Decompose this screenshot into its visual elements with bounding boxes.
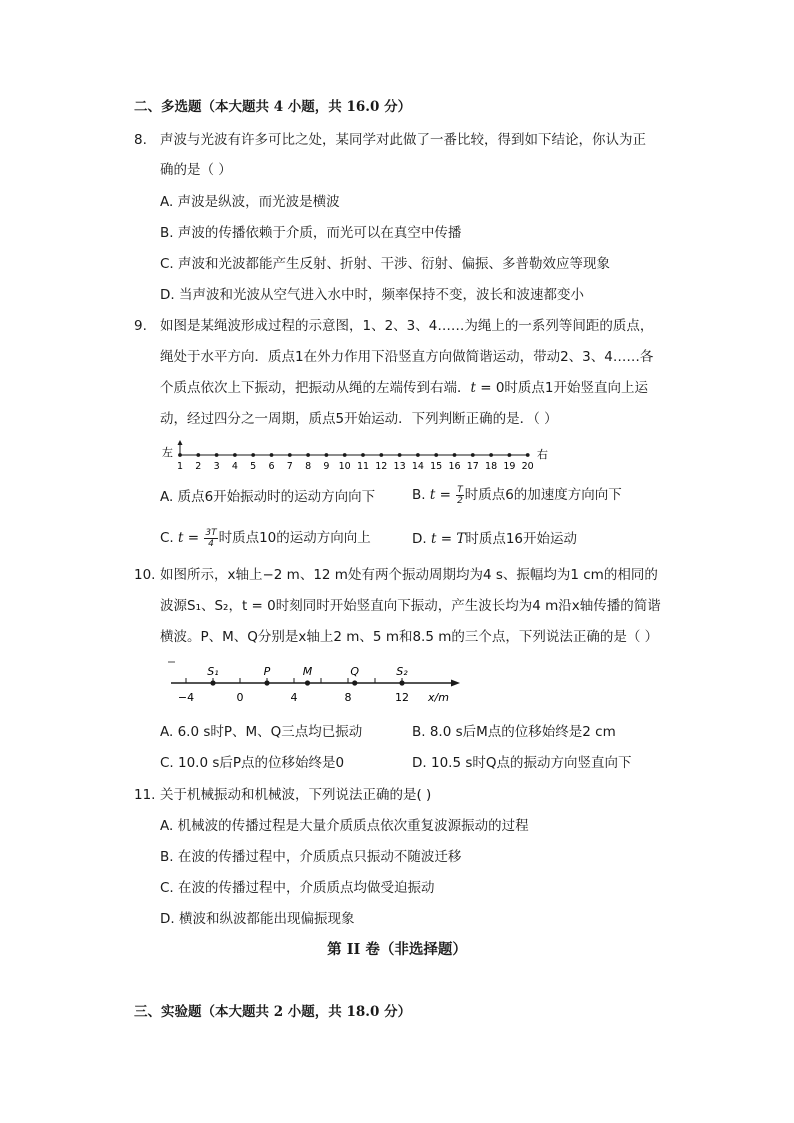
rope-point	[471, 453, 475, 457]
question-number: 8.	[134, 132, 147, 148]
part-title: 第 II 卷（非选择题）	[327, 941, 467, 958]
rope-point-label: 14	[411, 461, 424, 472]
rope-point	[306, 453, 310, 457]
rope-point-label: 8	[305, 461, 312, 472]
question-stem: 动，经过四分之一周期，质点5开始运动．下列判断正确的是．（ ）	[160, 411, 558, 427]
axis-tick-label: 0	[236, 691, 244, 704]
rope-point-label: 18	[485, 461, 498, 472]
axis-point-label: S₁	[207, 665, 219, 678]
question-stem: 声波与光波有许多可比之处，某同学对此做了一番比较，得到如下结论，你认为正	[160, 132, 646, 148]
axis-tick-label: 4	[290, 691, 298, 704]
question-stem: 个质点依次上下振动，把振动从绳的左端传到右端．t = 0时质点1开始竖直向上运	[160, 380, 649, 396]
option-a: A. 机械波的传播过程是大量介质质点依次重复波源振动的过程	[160, 818, 529, 834]
rope-point-label: 5	[250, 461, 257, 472]
rope-wave-figure	[156, 436, 556, 474]
rope-point-label: 2	[195, 461, 202, 472]
axis-label: x/m	[428, 691, 449, 704]
axis-point-label: M	[302, 665, 313, 678]
rope-point	[288, 453, 292, 457]
right-label: 右	[537, 448, 548, 461]
option-a: A. 声波是纵波，而光波是横波	[160, 194, 340, 210]
rope-point-label: 1	[176, 461, 184, 472]
rope-point	[251, 453, 255, 457]
rope-point-label: 20	[521, 461, 534, 472]
question-stem: 波源S₁、S₂，t = 0时刻同时开始竖直向下振动，产生波长均为4 m沿x轴传播的简谐	[160, 598, 661, 614]
rope-point	[508, 453, 512, 457]
option-c: C. 声波和光波都能产生反射、折射、干涉、衍射、偏振、多普勒效应等现象	[160, 256, 611, 272]
axis-tick-label: 8	[344, 691, 352, 704]
option-b: B. 在波的传播过程中，介质质点只振动不随波迁移	[160, 849, 462, 865]
axis-point	[399, 680, 404, 685]
option-c: C. 10.0 s后P点的位移始终是0	[160, 755, 345, 771]
rope-point	[215, 453, 219, 457]
axis-arrow-icon	[451, 680, 460, 687]
option-c: C. 在波的传播过程中，介质质点均做受迫振动	[160, 880, 435, 896]
rope-point	[434, 453, 438, 457]
rope-point-label: 11	[356, 461, 370, 472]
option-a: A. 6.0 s时P、M、Q三点均已振动	[160, 724, 363, 740]
rope-point	[379, 453, 383, 457]
option-b: B. 8.0 s后M点的位移始终是2 cm	[412, 724, 616, 740]
rope-point-label: 7	[286, 461, 293, 472]
rope-point-label: 9	[323, 461, 330, 472]
option-b: B. 声波的传播依赖于介质，而光可以在真空中传播	[160, 225, 462, 241]
rope-point	[453, 453, 457, 457]
rope-point-label: 15	[430, 461, 443, 472]
left-label: 左	[162, 446, 173, 459]
option-d: D. 10.5 s时Q点的振动方向竖直向下	[412, 755, 632, 771]
question-stem: 横波。P、M、Q分别是x轴上2 m、5 m和8.5 m的三个点，下列说法正确的是（ ）	[160, 629, 659, 645]
rope-points	[177, 453, 534, 472]
axis-point	[305, 680, 310, 685]
question-number: 10.	[134, 567, 156, 583]
question-stem: 如图所示，x轴上−2 m、12 m处有两个振动周期均为4 s、振幅均为1 cm的相同的	[160, 567, 658, 583]
rope-point-label: 10	[338, 461, 351, 472]
rope-point	[361, 453, 365, 457]
rope-point-label: 6	[268, 461, 275, 472]
question-number: 9.	[134, 318, 147, 334]
axis-point	[352, 680, 357, 685]
option-b: B. t = $\frac{T}{2}$ 时质点6的加速度方向向下	[412, 484, 622, 506]
section-heading: 二、多选题（本大题共 4 小题，共 16.0 分）	[134, 99, 412, 115]
arrow-head-icon	[178, 440, 183, 445]
rope-point	[398, 453, 402, 457]
rope-point	[526, 453, 530, 457]
option-a: A. 质点6开始振动时的运动方向向下	[160, 489, 376, 505]
rope-point	[233, 453, 237, 457]
rope-point	[178, 453, 182, 457]
axis-point	[264, 680, 269, 685]
axis-point-label: S₂	[396, 665, 408, 678]
rope-point	[489, 453, 493, 457]
axis-point-label: Q	[350, 665, 360, 678]
section-heading: 三、实验题（本大题共 2 小题，共 18.0 分）	[134, 1004, 412, 1020]
question-stem: 确的是（ ）	[160, 162, 232, 178]
x-axis-figure	[166, 656, 466, 706]
axis-point-label: P	[263, 665, 271, 678]
axis-tick-label: −4	[177, 691, 195, 704]
option-d: D. 横波和纵波都能出现偏振现象	[160, 911, 355, 927]
rope-point-label: 17	[466, 461, 479, 472]
option-d: D. 当声波和光波从空气进入水中时，频率保持不变，波长和波速都变小	[160, 287, 584, 303]
rope-point-label: 19	[503, 461, 516, 472]
rope-point-label: 3	[213, 461, 220, 472]
rope-point	[325, 453, 329, 457]
rope-point	[196, 453, 200, 457]
rope-point	[343, 453, 347, 457]
rope-point-label: 12	[375, 461, 388, 472]
axis-tick-label: 12	[395, 691, 409, 704]
rope-point-label: 16	[448, 461, 461, 472]
rope-point-label: 13	[393, 461, 406, 472]
question-number: 11.	[134, 787, 156, 803]
question-stem: 关于机械振动和机械波，下列说法正确的是( )	[160, 787, 432, 803]
axis-point	[210, 680, 215, 685]
question-stem: 如图是某绳波形成过程的示意图，1、2、3、4……为绳上的一系列等间距的质点，	[160, 318, 654, 334]
rope-point	[270, 453, 274, 457]
option-d: D. t = T时质点16开始运动	[412, 531, 578, 547]
rope-point	[416, 453, 420, 457]
option-c: C. t = $\frac{3T}{4}$ 时质点10的运动方向向上	[160, 527, 371, 549]
rope-point-label: 4	[231, 461, 238, 472]
question-stem: 绳处于水平方向．质点1在外力作用下沿竖直方向做简谐运动，带动2、3、4……各	[160, 349, 654, 365]
